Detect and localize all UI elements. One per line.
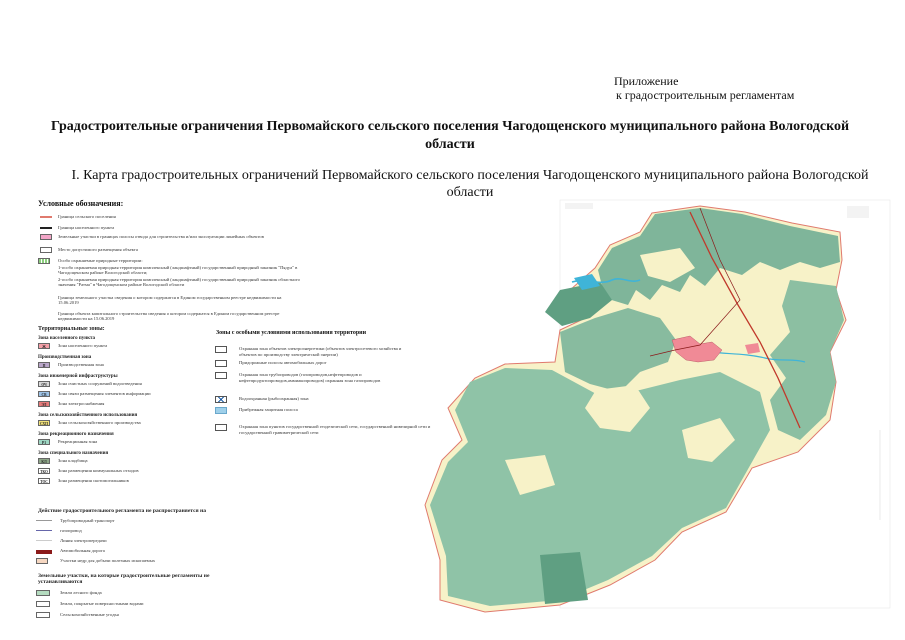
map-scale-note — [565, 203, 593, 209]
legend-swatch-protected — [38, 258, 50, 264]
legend-not-applied-heading: Действие градостроительного регламента не распространяется на — [38, 508, 207, 514]
legend-zone-code: КЛ — [38, 458, 50, 464]
legend-swatch-fill — [36, 590, 50, 596]
legend-swatch-fill — [40, 234, 52, 240]
legend-swatch-line — [36, 530, 52, 531]
legend-swatch-line — [36, 540, 52, 541]
legend-not-applied-label: Участки недр для добычи полезных ископаемых — [60, 558, 156, 563]
legend-zone-label: Зона размещения коммунальных отходов — [58, 468, 139, 473]
legend-zone-label: Зона очистных сооружений водоотведения — [58, 381, 142, 386]
legend-zone-code: ТОС — [38, 478, 50, 484]
legend-heading: Условные обозначения: — [38, 199, 124, 208]
annex-line-2: к градостроительным регламентам — [616, 88, 795, 102]
annex-line-1: Приложение — [614, 74, 679, 88]
legend-group-title: Зона специального назначения — [38, 451, 109, 456]
zone-label: Прибрежная защитная полоса — [239, 407, 298, 412]
legend-zone-label: Зона населенного пункта — [58, 343, 108, 348]
legend-swatch-line — [36, 550, 52, 554]
zone-swatch — [215, 396, 227, 403]
legend-zone-code: ЭЛ — [38, 401, 50, 407]
forest-area-dark-south — [540, 552, 588, 604]
legend-not-set-label: Сельскохозяйственные угодья — [60, 612, 119, 617]
zone-label: Охранная зона трубопроводов (газопроводов,нефтепроводов и нефтепродуктопроводов,аммиакопроводов) охранная зона газопроводов — [239, 372, 381, 383]
zone-label: Охранная зона объектов электроэнергетики (объектов электросетевого хозяйства и объектов по производству электрической энергии) — [239, 346, 402, 357]
legend-swatch-dash — [40, 227, 52, 229]
legend-zone-code: СХП — [38, 420, 50, 426]
legend-label-general: 1-особо охраняемая природная территория комплексный (ландшафтный) государственный природный заказник "Пядуа" в Чагодощенском районе Вологодской области; — [58, 265, 298, 276]
map-stamp-note — [847, 206, 869, 218]
legend-swatch-fill — [40, 247, 52, 253]
legend-swatch-fill — [36, 558, 48, 564]
legend-not-applied-label: Автомобильная дорога — [60, 548, 105, 553]
legend-group-title: Зона сельскохозяйственного использования — [38, 413, 138, 418]
legend-not-applied-label: газопровод — [60, 528, 82, 533]
legend-territorial-heading: Территориальные зоны: — [38, 326, 105, 332]
legend-label-general: Особо охраняемые природные территории: — [58, 258, 143, 263]
legend-group-title: Зона населенного пункта — [38, 336, 95, 341]
legend-label-general: Граница населенного пункта — [58, 225, 115, 230]
legend-not-set-label: Земли, покрытые поверхностными водами — [60, 601, 144, 606]
legend-zone-code: ТКО — [38, 468, 50, 474]
legend-zone-code: ОЧ — [38, 381, 50, 387]
map-title: I. Карта градостроительных ограничений Первомайского сельского поселения Чагодощенского муниципального района Вологодской области — [71, 168, 869, 200]
legend-zone-label: Зона электроснабжения — [58, 401, 105, 406]
legend-zone-label: Зона размещения скотомогильников — [58, 478, 129, 483]
legend-group-title: Зона инженерной инфраструктуры — [38, 374, 118, 379]
legend-zone-label: Зона кладбища — [58, 458, 88, 463]
legend-not-applied-label: Линия электропередачи — [60, 538, 107, 543]
legend-not-set-heading: Земельные участки, на которые градостроительные регламенты не устанавливаются — [38, 573, 210, 585]
legend-not-applied-label: Трубопроводный транспорт — [60, 518, 115, 523]
legend-zone-label: Зона связи размещения элементов информации — [58, 391, 151, 396]
zone-swatch — [215, 407, 227, 414]
legend-label-general: Место допустимого размещения объекта — [58, 247, 138, 252]
legend-zone-code: П — [38, 362, 50, 368]
legend-swatch-line — [40, 216, 52, 218]
zone-swatch — [215, 360, 227, 367]
legend-swatch-fill — [36, 612, 50, 618]
zone-label: Водоохранная (рыбоохранная) зона — [239, 396, 309, 401]
zone-label: Придорожные полосы автомобильных дорог — [239, 360, 327, 365]
zone-label: Охранная зона пунктов государственной геодезической сети, государственной нивелирной сети и государственной гравиметрической сети — [239, 424, 431, 435]
legend-label-general: Граница сельского поселения — [58, 214, 116, 219]
zone-swatch — [215, 424, 227, 431]
legend-label-general: Земельные участки в границах полосы отвода для строительства и/или эксплуатации линейных объектов — [58, 234, 264, 239]
legend-zone-label: Рекреационная зона — [58, 439, 98, 444]
legend-zone-code: Р1 — [38, 439, 50, 445]
legend-group-title: Производственная зона — [38, 355, 92, 360]
legend-zone-code: СВ — [38, 391, 50, 397]
legend-label-general: Граница объекта капитального строительства сведения о котором содержатся в Едином государственном реестре недвижимости на 15.06.2019 — [58, 311, 280, 322]
zone-swatch — [215, 346, 227, 353]
zone-swatch — [215, 372, 227, 379]
legend-group-title: Зона рекреационного назначения — [38, 432, 114, 437]
zones-heading: Зоны с особыми условиями использования территории — [216, 330, 367, 336]
legend-not-set-label: Земли лесного фонда — [60, 590, 102, 595]
legend-zone-code: Ж — [38, 343, 50, 349]
legend-zone-label: Производственная зона — [58, 362, 104, 367]
legend-swatch-fill — [36, 601, 50, 607]
page-title: Градостроительные ограничения Первомайского сельского поселения Чагодощенского муниципального района Вологодской области — [50, 119, 850, 152]
legend-label-general: 2-особо охраняемая природная территория комплексный (ландшафтный) государственный природный заказник областного значения "Ратма" в Чагодощенском районе Вологодской области — [58, 277, 300, 288]
legend-label-general: Граница земельного участка сведения о котором содержатся в Едином государственном реестре недвижимости на 15.06.2019 — [58, 295, 282, 306]
legend-swatch-line — [36, 520, 52, 521]
legend-zone-label: Зона сельскохозяйственного производства — [58, 420, 141, 425]
